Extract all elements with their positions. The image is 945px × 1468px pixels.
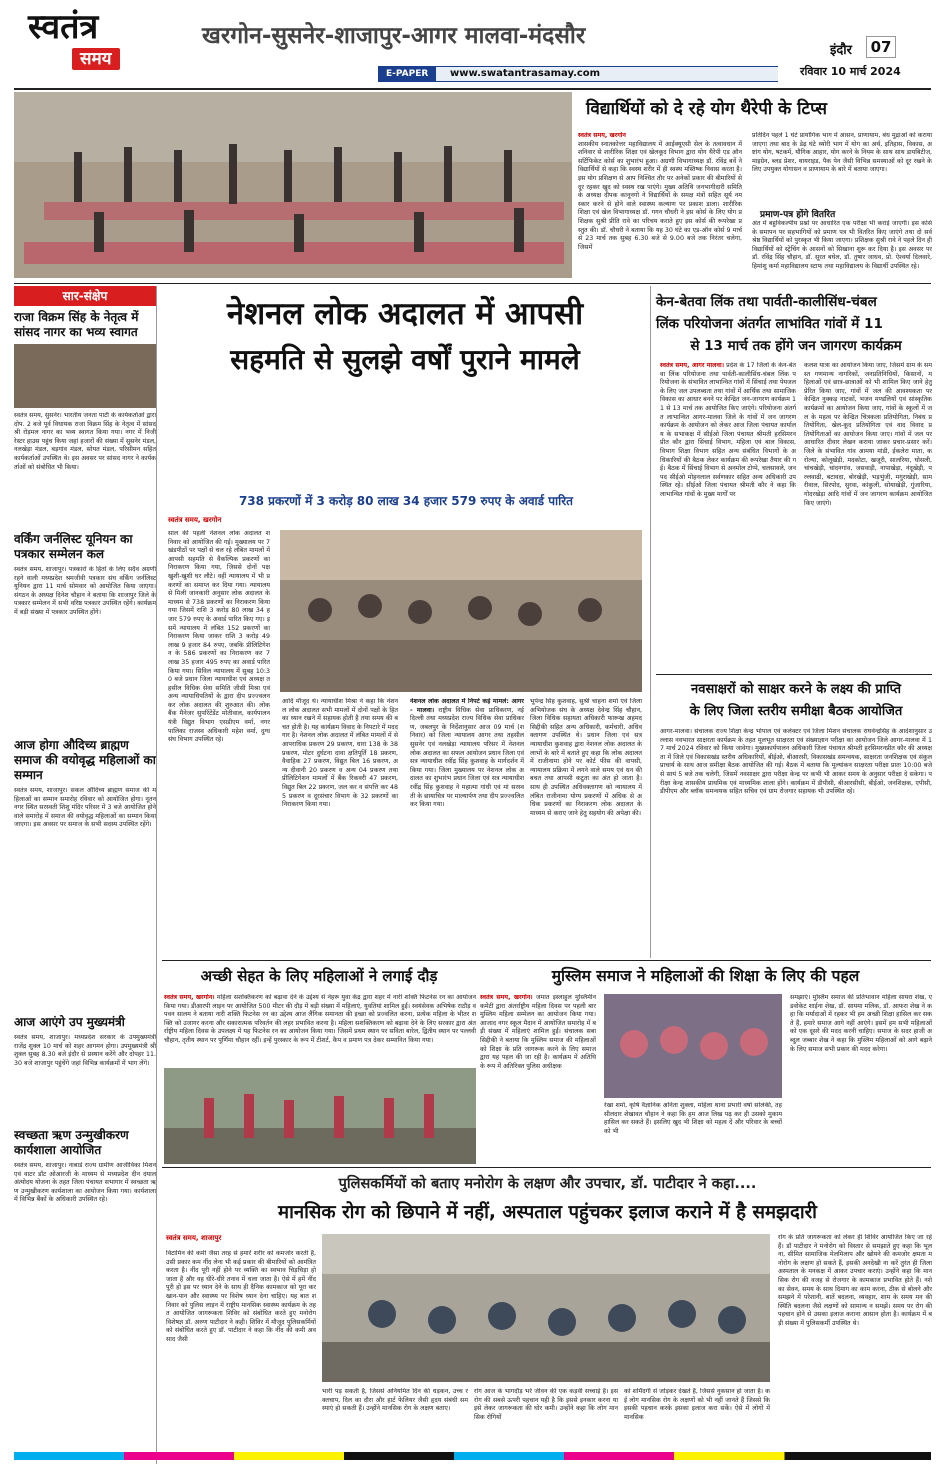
sidebar-item-2-title: वर्किंग जर्नलिस्ट यूनियन का पत्रकार सम्मेलन कल (14, 532, 133, 561)
adalat-col4: भूपेन्द्र सिंह कुशवाह, सुश्री चाहना शर्मा एवं जिला अभियोजक संघ के अध्यक्ष देवेन्द्र सिंह चौहान, जिला विधिक सहायता अधिकारी फारूख अहमद सिद्दीकी सहित अन्य अधिकारी, कर्मचारी, अधिवक्तागण उपस्थित थे। प्रधान जिला एवं सत्र न्यायाधीश कुशवाह द्वारा नेशनल लोक अदालत के लाभों के बारे में बताते हुए कहा कि लोक अदालत में राजीनामा होने पर कोर्ट फीस की वापसी, न्यायालय प्रक्रिया में लगने वाले समय एवं धन की बचत तथा आपसी कटुता का अंत हो जाता है। साथ ही उपस्थित अधिवक्तागण को न्यायालय में लंबित राजीनामा योग्य प्रकरणों में अधिक से अधिक प्रकरणों का निराकरण लोक अदालत के माध्यम से कराए जाने हेतु सहयोग की अपेक्षा की। (530, 698, 642, 817)
daud-body-text: महिला सशक्तिकरण को बढ़ावा देने के उद्देश्य से नेहरू युवा केंद्र द्वारा शहर में नारी शक्ति फिटनेस रन का आयोजन किया गया। डीआरपी लाइन पर आयोजित 500 मीटर की दौड़ में बड़ी संख्या में महिलाएं, युवतियां शामिल हुईं। स्वयंसेवक अभिषेक राठौड़ व पवन सालम ने बताया नारी शक्ति फिटनेस रन का उद्देश्य आज लैंगिक समानता की इच्छा को प्रज्वलित करना, प्रत्येक महिला के भीतर शक्ति को उजागर करना और सकारात्मक परिवर्तन की लहर प्रभावित करना है। महिला सशक्तिकरण को बढ़ावा देने के लिए सरकार द्वारा अंतर्राष्ट्रीय महिला दिवस के उपलक्ष्य में यह फिटनेस रन का आयोजन किया गया। जिसमें प्रथम स्थान पर सविता बारेल, द्वितीय स्थान पर पल्लवी चौहान, तृतीय स्थान पर पूर्णिमा चौहान रहीं। इन्हें पुरस्कार के रूप में टीशर्ट, कैप व प्रमाण पत्र देकर सम्मानित किया गया। (164, 994, 476, 1044)
manasik-col1: विटामिन की कमी जैसा तरह से हमारे शरीर को कमजोर करती है, उसी प्रकार कम नींद लेना भी कई प्रकार की बीमारियों को आमंत्रित करता है। नींद पूरी नहीं होने पर व्यक्ति का स्वभाव चिड़चिड़ा हो जाता है और वह धीरे-धीरे तनाव में चला जाता है। ऐसे में हमें नींद पूरी हो इस पर ध्यान देने के साथ ही दैनिक कामकाज को पूरा कर खान-पान और स्वास्थ्य पर विशेष ध्यान देना चाहिए। यह बात शनिवार को पुलिस लाइन में राष्ट्रीय मानसिक स्वास्थ्य कार्यक्रम के तहत आयोजित जागरूकता शिविर को संबोधित करते हुए मनोरोग विशेषज्ञ डॉ. अरुण पाटीदार ने कही। शिविर में मौजूद पुलिसकर्मियों को संबोधित करते हुए डॉ. पाटीदार ने कहा कि नींद की कमी अवसाद जैसी (166, 1250, 316, 1343)
adalat-col3 (410, 698, 524, 956)
adalat-photo-illustration (280, 530, 642, 692)
sidebar-item-4-body: स्वतंत्र समय, शाजापुर। मध्यप्रदेश सरकार के उपमुख्यमंत्री राजेंद्र शुक्ल 10 मार्च को शहर आगमन होगा। उपमुख्यमंत्री श्री शुक्ल सुबह 8.30 बजे इंदौर से प्रस्थान करेंगे और दोपहर 11.30 बजे शाजापुर पहुंचेंगे जहां विभिन्न कार्यक्रमों में भाग लेंगे। (14, 1034, 156, 1067)
logo-bottom: समय (72, 48, 120, 70)
yoga-col1-text: शासकीय स्नातकोत्तर महाविद्यालय में आईक्यूएसी सेल के तत्वावधान में शनिवार से शारीरिक शिक्षा एवं खेलकूद विभाग द्वारा योग थैरेपी एड ऑन सर्टिफिकेट कोर्स का शुभारंभ हुआ। अग्रणी विभागाध्यक्ष डॉ. रविंद्र बर्वे ने विद्यार्थियों से कहा कि स्वस्थ शरीर में ही स्वस्थ मस्तिष्क निवास करता है। इस योग प्रशिक्षण से आप निश्चित तौर पर अनेकों प्रकार की बीमारियों से दूर रहकर खुद को स्वस्थ रख पाएंगे। मुख्य अतिथि जनभागीदारी समिति के अध्यक्ष दीपक कानूनगो ने विद्यार्थियों के समक्ष मंत्रों सहित सूर्य नमस्कार करने से होने वाले स्वास्थ्य कल्याण पर प्रकाश डाला। शारीरिक शिक्षा एवं खेल विभागाध्यक्ष डॉ. गगन चौधरी ने इस कोर्स के लिए योग प्रशिक्षक सुश्री प्रीति रावे का परिचय कराते हुए इस कोर्स की रूपरेखा प्रस्तुत की। डॉ. चौधरी ने बताया कि यह 30 घंटे का एड-ऑन कोर्स 9 मार्च से 23 मार्च तक सुबह 6.30 बजे से 9.00 बजे तक निरंतर चलेगा, जिसमें (578, 140, 742, 251)
daud-photo (164, 1068, 476, 1164)
adalat-col3-text: राष्ट्रीय विधिक सेवा प्राधिकरण, नई दिल्ली तथा मध्यप्रदेश राज्य विधिक सेवा प्राधिकरण, जबलपुर के निर्देशानुसार आज 09 मार्च (शनिवार) को जिला न्यायालय आगर तथा तहसील सुसनेर एवं नलखेड़ा न्यायालय परिसर में नेशनल लोक अदालत का सफल आयोजन प्रधान जिला एवं सत्र न्यायाधीश रवींद्र सिंह कुशवाह के मार्गदर्शन में किया गया। जिला मुख्यालय पर नेशनल लोक अदालत का शुभारंभ प्रधान जिला एवं सत्र न्यायाधीश रवींद्र सिंह कुशवाह ने महात्मा गांधी एवं मां सरस्वती के छायाचित्र पर माल्यार्पण तथा दीप प्रज्ज्वलित कर किया गया। (410, 706, 524, 809)
sidebar-item-5-title: स्वच्छता ऋण उन्मुखीकरण कार्यशाला आयोजित (14, 1128, 129, 1157)
adalat-deck: 738 प्रकरणों में 3 करोड़ 80 लाख 34 हजार 579 रुपए के अवार्ड पारित (238, 494, 574, 508)
kenbetwa-rule (656, 674, 932, 675)
manasik-col5: रोग के प्रति जागरूकता को लेकर ही शिविर आयोजित किए जा रहे हैं। डॉ पाटीदार ने मनोरोग को विस्तार से समझाते हुए कहा कि भूलना, सीमित सामाजिक मेलमिलाप और खोयने की कमजोर क्षमता मनोरोग के लक्षण हो सकते हैं, इसकी अनदेखी ना करें तुरंत ही जिला अस्पताल के मनकक्ष में आकर उपचार कराएं। उन्होंने कहा कि मानसिक रोग की वजह से रोजगार के कामकाज प्रभावित होते हैं। नशे का सेवन, समय के साथ दिमाग का काम करना, ठीक से बोलने और समझने में परेशानी, बातें बदलना, व्यवहार, शाम के समय मन की स्थिति बदलना जैसे लक्षणों को सामान्य न समझें। समय पर रोग की पहचान होने से उसका इलाज कराना आसान होता है। कार्यक्रम में बड़ी संख्या में पुलिसकर्मी उपस्थित थे। (778, 1234, 932, 1327)
daud-headline: अच्छी सेहत के लिए महिलाओं ने लगाई दौड़ (200, 967, 438, 985)
nav-headline-1: नवसाक्षरों को साक्षर करने के लक्ष्य की प्राप्ति (691, 682, 901, 697)
daud-byline: स्वतंत्र समय, खरगोन। (164, 994, 215, 1001)
muslim-col1 (480, 994, 596, 1164)
row-rule-2 (162, 960, 931, 961)
daud-photo-illustration (164, 1068, 476, 1164)
yoga-col3: अंत में बहुविकल्पीय प्रश्नों पर आधारित एक परीक्षा भी कराई जाएगी। इस कोर्स के समापन पर सहभागियों को प्रमाण पत्र भी वितरित किए जाएंगे तथा दो सर्वश्रेष्ठ विद्यार्थियों को पुरस्कृत भी किया जाएगा। प्रशिक्षक सुश्री रावे ने पहले दिन ही विद्यार्थियों को स्ट्रेचिंग के आसनों को सिखाना शुरू कर दिया है। इस अवसर पर डॉ. रविंद्र सिंह चौहान, डॉ. सूरत बघेल, डॉ. तुषार जाधव, प्रो. ऐश्वर्या दिलवारे, हिमांशु कर्मा महाविद्यालय स्टाफ तथा महाविद्यालय के विद्यार्थी उपस्थित रहे। (752, 220, 932, 270)
kenbetwa-col2: कलश यात्रा का आयोजन किया जाए, जिसमें ग्राम के समस्त गणमान्य नागरिकों, जनप्रतिनिधियों, किसानों, महिलाओं एवं छात्र-छात्राओं को भी शामिल किए जाने हेतु प्रेरित किया जाए, गांवों में जल की आवश्यकता पर केन्द्रित नुक्कड़ नाटकों, भजन मण्डलियों एवं सांस्कृतिक कार्यक्रमों का आयोजन किया जाए, गांवों के स्कूलों में जल के महत्व पर केन्द्रित चित्रकला प्रतियोगिता, निबंध प्रतियोगिता, खेल-कूद प्रतियोगिता एवं वाद विवाद प्रतियोगिताओं का आयोजन किया जाए। गांवों में जल पर आधारित दीवार लेखन कराया जाकर प्रचार-प्रसार करें। जिले के संभावित गांव आमया मांडी, ईकलेरा माता, करोल्या, कोलूखेड़ी, मदकोटा, खजूरी, सालरिया, घोसली, चांचखेड़ी, चांदनगांव, जसवाड़ी, नापाखेड़ा, नंदूखेड़ी, पल्लवाढी, बटावदा, बोरखेड़ी, भड़भुंजी, मगुराखेड़ी, सामरीवाल, सिरपोद, सुरवा, कांकुली, सोयाखेड़ी, गुंजारिया, गोदरखेड़ा आदि गांवों में जन जागरण कार्यक्रम आयोजित किए जाएंगे। (804, 362, 932, 507)
muslim-col3: समझाएं। मुस्लिम समाज की प्रतिभावान महिला सायरा शेख, एडवोकेट शाईना शेख, डॉ. सायमा मलिक, डॉ. आफरा शेख ने कहा कि मर्यादाओं में रहकर भी हम अच्छी शिक्षा हासिल कर सकते हैं, हमारे समाज आगे नहीं आएंगे। इसमें हम सभी महिलाओं को एक दूसरे की मदद करनी चाहिए। समाज के सदर हाजी अब्दुल जब्बार शेख ने कहा कि मुस्लिम महिलाओं को आगे बढ़ाने के लिए समाज सभी प्रकार की मदद करेगा। (790, 994, 932, 1053)
kenbetwa-headline-1: केन-बेतवा लिंक तथा पार्वती-कालीसिंध-चंबल (656, 294, 877, 310)
manasik-col3: रोग आज के भागदौड़ भरे जीवन की एक कड़वी सच्चाई है। इस रोग की सबसे ऊपरी पहचान यही है कि इससे इनकार करना या इसे लेकर जागरूकता की घोर कमी। उन्होंने कहा कि लोग मानसिक रोगियों (474, 1388, 618, 1421)
adalat-col1: साल की पहली नेशनल लोक अदालत शनिवार को आयोजित की गई। मुख्यालय पर 7 खंडपीठों पर पक्षों से चल रहे लंबित मामलों में आपसी सहमति से वैकल्पिक प्रकरणों का निराकरण किया गया, जिससे दोनों पक्ष खुशी-खुशी घर लौटे। वहीं न्यायालय में भी प्रकरणों का समाप्त कर दिया गया। न्यायालय से मिली जानकारी अनुसार लोक अदालत के माध्यम से 738 प्रकरणों का निराकरण किया गया जिसमें राशि 3 करोड़ 80 लाख 34 हजार 579 रुपए के अवार्ड पारित किए गए। इसमें न्यायालय में लंबित 152 प्रकरणों का निराकरण किया जाकर राशि 3 करोड़ 49 लाख 9 हजार 84 रुपए, जबकि प्रीलिटिगेशन के 586 प्रकरणों का निराकरण कर 7 लाख 35 हजार 495 रुपए का अवार्ड पारित किया गया। सिविल न्यायालय में सुबह 10:30 बजे प्रधान जिला न्यायाधीश एवं अध्यक्ष तहसील विधिक सेवा समिति जीसी मिश्रा एवं अन्य न्यायाधिपतियों के द्वारा दीप प्रज्ज्वलन कर लोक अदालत की शुरुआत की। लोक बैंक मैनेजर सुपरिंटेंडेंट मोतीवाल, कार्यपालन यंत्री विद्युत विभाग एसडीएम वर्मा, नगरपालिका राजस्व अधिकारी महेश वर्मा, दुग्ध संघ विभाग उपस्थित रहे। (168, 530, 270, 744)
website-link[interactable]: www.swatantrasamay.com (450, 68, 601, 79)
manasik-headline: मानसिक रोग को छिपाने में नहीं, अस्पताल पहुंचकर इलाज कराने में है समझदारी (278, 1202, 817, 1223)
masthead-logo (28, 8, 158, 74)
kenbetwa-byline: स्वतंत्र समय, आगर मालवा। (660, 362, 724, 369)
sidebar-item-1-title: राजा विक्रम सिंह के नेतृत्व में सांसद नागर का भव्य स्वागत (14, 310, 139, 339)
nav-body: आगर-मालवा। संचालक राज्य शिक्षा केन्द्र भोपाल एवं कलेक्टर एवं जिला मिशन संचालक राघवेन्द्रसिंह के आदेशानुसार उल्लास नवभारत साक्षरता कार्यक्रम के तहत मूलभूत साक्षरता एवं संख्याज्ञान परीक्षा का आयोजन जिले आगर-मालवा में 17 मार्च 2024 रविवार को किया जावेगा। मुख्यकार्यपालन अधिकारी जिला पंचायत श्रीमती हरसिमरनप्रीत कौर की अध्यक्षता में जिले एवं विकासखंड स्तरीय अधिकारियों, बीईओ, बीआरसी, विकासखंड समन्वयक, साक्षरता जनशिक्षक एवं संकुल प्राचार्य के साथ आज समीक्षा बैठक आयोजित की गई। बैठक में बताया कि मूल्यांकन साक्षरता परीक्षा प्रातः 10:00 बजे से सायं 5 बजे तक चलेगी, जिसमें नवसाक्षर द्वारा परीक्षा केन्द्र पर कभी भी आकर समय के अनुसार परीक्षा दे सकेगा। परीक्षा केन्द्र शासकीय प्राथमिक एवं माध्यमिक शाला होंगे। कार्यक्रम में डीपीसी, बीआरसीसी, बीईओ, जनशिक्षक, एपीसी, डीपीएम और ब्लॉक समन्वयक सहित सचिव एवं ग्राम रोजगार सहायक भी उपस्थित रहे। (660, 728, 932, 796)
page-number: 07 (866, 36, 896, 58)
sidebar-item-3-body: स्वतंत्र समय, शाजापुर। सकल औदिच्य ब्राह्मण समाज की महिलाओं का सम्मान समारोह रविवार को आयोजित होगा। नूतन नगर स्थित सरस्वती शिशु मंदिर परिसर में 3 बजे आयोजित होने वाले समारोह में समाज की वयोवृद्ध महिलाओं का सम्मान किया जाएगा। इस अवसर पर समाज के सभी सदस्य उपस्थित रहेंगे। (14, 787, 156, 829)
sidebar-item-5-body: स्वतंत्र समय, शाजापुर। नाबार्ड राज्य ग्रामीण आजीविका मिशन एवं वाटर डॉट ओआरजी के माध्यम से मध्यप्रदेश दीन दयाल अंत्योदय योजना के तहत जिला पंचायत सभागार में स्वच्छता ऋण उन्मुखीकरण कार्यशाला का आयोजन किया गया। कार्यशाला में विभिन्न बैंकों के अधिकारी उपस्थित रहे। (14, 1162, 156, 1204)
manasik-byline: स्वतंत्र समय, शाजापुर (166, 1234, 222, 1242)
manasik-photo-illustration (322, 1234, 770, 1382)
sidebar (14, 286, 157, 1464)
adalat-col2: आदि मौजूद थे। न्यायाधीश मिश्रा ने कहा कि नेशनल लोक अदालत सभी मामलों में दोनों पक्षों के हित का ध्यान रखने में सहायक होती है तथा समय की बचत होती है। यह कार्यक्रम विवाद के निपटारे में मददगार है। नेशनल लोक अदालत में लंबित मामलों में से आपराधिक प्रकरण 29 प्रकरण, धारा 138 के 38 प्रकरण, मोटर दुर्घटना दावा क्षतिपूर्ति 18 प्रकरण, वैवाहिक 27 प्रकरण, विद्युत बिल 16 प्रकरण, अन्य दीवानी 20 प्रकरण व अन्य 04 प्रकरण तथा प्रीलिटिगेशन मामलों में बैंक रिकवरी 47 प्रकरण, विद्युत बिल 22 प्रकरण, जल कर व संपत्ति कर 485 प्रकरण व दूरसंचार विभाग के 32 प्रकरणों का निराकरण किया गया। (282, 698, 398, 809)
city-label: इंदौर (830, 43, 852, 58)
muslim-photo (604, 994, 782, 1098)
yoga-photo-illustration (14, 92, 572, 278)
adalat-headline-2: सहमति से सुलझे वर्षों पुराने मामले (230, 343, 580, 376)
kenbetwa-col1 (660, 362, 796, 670)
masthead-rule (14, 88, 931, 90)
yoga-headline: विद्यार्थियों को दे रहे योग थैरेपी के टिप्स (586, 99, 827, 119)
manasik-kicker: पुलिसकर्मियों को बताए मनोरोग के लक्षण और उपचार, डॉ. पाटीदार ने कहा.... (338, 1176, 757, 1192)
epaper-label: E-PAPER (378, 67, 436, 81)
kenbetwa-headline-3: से 13 मार्च तक होंगे जन जागरण कार्यक्रम (690, 338, 902, 354)
manasik-photo (322, 1234, 770, 1382)
date-label: रविवार 10 मार्च 2024 (800, 65, 901, 78)
muslim-headline: मुस्लिम समाज ने महिलाओं की शिक्षा के लिए की पहल (551, 967, 860, 985)
sidebar-item-2-body: स्वतंत्र समय, शाजापुर। पत्रकारों के हितों के लिए सदैव अग्रणी रहने वाली मध्यप्रदेश श्रमजीवी पत्रकार संघ वर्किंग जर्नलिस्ट यूनियन द्वारा 11 मार्च सोमवार को आयोजित किया जाएगा। संगठन के अध्यक्ष दिनेश चौहान ने बताया कि शाजापुर जिले के पत्रकार सम्मेलन में सभी वरिष्ठ पत्रकार उपस्थित रहेंगे। कार्यक्रम में बड़ी संख्या में पत्रकार उपस्थित होंगे। (14, 566, 156, 616)
adalat-photo (280, 530, 642, 692)
nav-headline-2: के लिए जिला स्तरीय समीक्षा बैठक आयोजित (689, 704, 903, 719)
muslim-col2: रेखा शर्मा, कृषि वैज्ञानिक अनिता शुक्ला, महिला थाना प्रभारी वर्षा सोलंकी, तहसीलदार शेखावत चौहान ने कहा कि हम आज लिख पढ़ कर ही उसको मुकाम हासिल कर सकते हैं। इसलिए खुद भी शिक्षा को महत्व दें और परिवार के बच्चों को भी (604, 1102, 782, 1135)
epaper-bar (378, 66, 778, 82)
manasik-col4: को शर्मिंदगी से जोड़कर देखते हैं, जिससे नुकसान हो जाता है। कई लोग मानसिक रोग के लक्षणों को भी नहीं जानते हैं जिससे कि इसकी पहचान करके इसका इलाज करा सकें। ऐसे में लोगों में मानसिक (624, 1388, 770, 1421)
sidebar-item-1-body: स्वतंत्र समय, सुसनेर। भारतीय जनता पार्टी के कार्यकर्ताओं द्वारा दोप. 2 बजे पूर्व विधायक राजा विक्रम सिंह के नेतृत्व में सांसद श्री रोड़मल नागर का भव्य स्वागत किया गया। नगर में निजी रेस्टर हाउस पहुंच किया जहां हजारों की संख्या में सुसनेर मंडल, नलखेड़ा मंडल, बड़गांव मंडल, सोयत मंडल, परिसीमन सहित कार्यकर्ताओं उपस्थित थे। इस अवसर पर सांसद नागर ने कार्यकर्ताओं को संबोधित भी किया। (14, 412, 156, 471)
yoga-photo (14, 92, 572, 278)
sidebar-label: सार-संक्षेप (14, 286, 156, 306)
yoga-col2: प्रतिदिन पहले 1 घंटे प्रायोगिक भाग में आसन, प्राणायाम, बंध मुद्राओं को कराया जाएगा तथा बाद के डेढ़ घंटे थ्योरी भाग में योग का अर्थ, इतिहास, विकास, अष्टांग योग, षटकर्म, यौगिक आहार, योग करने के नियम के साथ साथ डायबिटीज, माइग्रेन, ब्लड प्रेशर, थायराइड, पैक पेन जैसी विभिन्न समस्याओं को दूर रखने के लिए उपयुक्त योगासन व प्राणायाम के बारे में बताया जाएगा। (752, 132, 932, 174)
page-info (800, 36, 930, 84)
logo-top: स्वतंत्र (28, 7, 99, 47)
row-rule-3 (162, 1167, 931, 1168)
color-registration-bar (14, 1452, 931, 1460)
yoga-col1 (578, 132, 742, 278)
sidebar-item-4-title: आज आएंगे उप मुख्यमंत्री (14, 1015, 125, 1029)
muslim-byline: स्वतंत्र समय, खरगोन। (480, 994, 533, 1001)
adalat-byline: स्वतंत्र समय, खरगोन (168, 516, 222, 524)
daud-body (164, 994, 476, 1064)
kenbetwa-headline-2: लिंक परियोजना अंतर्गत लाभांवित गांवों में 11 (656, 316, 883, 332)
muslim-photo-illustration (604, 994, 782, 1098)
adalat-headline-1: नेशनल लोक अदालत में आपसी (226, 296, 584, 332)
edition-regions: खरगोन-सुसनेर-शाजापुर-आगर मालवा-मंदसौर (202, 23, 586, 49)
sidebar-item-3-title: आज होगा औदिच्य ब्राह्मण समाज की वयोवृद्ध महिलाओं का सम्मान (14, 738, 156, 782)
kenbetwa-col1-text: प्रदेश के 17 जिलों के केन-बेतवा लिंक परियोजना तथा पार्वती-कालीसिंध-चंबल लिंक परियोजना के संभावित लाभान्वित गांवों में सिंचाई तथा पेयजल के लिए जल उपलब्धता तथा गांवों में आर्थिक तथा सामाजिक विकास का आधार बनने पर केन्द्रित जन-जागरण कार्यक्रम 11 से 13 मार्च तक आयोजित किए जाएंगे। परियोजना अंतर्गत लाभान्वित आगर-मालवा जिले के गांवों में जन जागरण कार्यक्रम के आयोजन को लेकर आज जिला पंचायत कार्यालय के सभाकक्ष में सीईओ जिला पंचायत श्रीमती हरसिमरनप्रीत कौर द्वारा सिंचाई विभाग, महिला एवं बाल विकास, विभाग शिक्षा विभाग सहित अन्य संबंधित विभागों के अधिकारियों की बैठक लेकर कार्यक्रम की रूपरेखा तैयार की गई। बैठक में सिंचाई विभाग से अनमोल टोप्पे, चलसावले, जनपद सीईओ मोहनलाल सर्वणकार सहित अन्य अधिकारी उपस्थित रहे। सीईओ जिला पंचायत श्रीमती कौर ने कहा कि लाभान्वित गांवों के मुख्य मार्गों पर (660, 362, 796, 498)
adalat-col3-lead: नेशनल लोक अदालत में निपटे कई मामले: आगर - मालवा। (410, 698, 524, 714)
row-rule-1 (14, 283, 931, 284)
sidebar-photo (14, 344, 156, 408)
yoga-subhead: प्रमाण-पत्र होंगे वितरित (760, 210, 836, 220)
manasik-col2: भारी पड़ सकती है, जिससे अनियमित दिन की धड़कन, उच्च रक्तचाप, दिल का दौरा और हार्ट फेलियर जैसी हृदय संबंधी समस्याएं हो सकती हैं। उन्होंने मानसिक रोग के लक्षण बताए। (322, 1388, 468, 1413)
yoga-byline: स्वतंत्र समय, खरगोन (578, 132, 626, 139)
muslim-col1-text: जमात इस्लाहुल मुस्लिमीन कमेटी द्वारा अंतर्राष्ट्रीय महिला दिवस पर पहली बार मुस्लिम महिला सम्मेलन का आयोजन किया गया। आजाद नगर स्कूल मैदान में आयोजित समारोह में बड़ी संख्या में महिलाएं शामिल हुईं। संचालक सबा सिद्दीकी ने बताया कि मुस्लिम समाज की महिलाओं को शिक्षा के प्रति जागरूक करने के लिए समाज द्वारा यह पहल की जा रही है। कार्यक्रम में अतिथि के रूप में अतिरिक्त पुलिस अधीक्षक (480, 994, 596, 1070)
